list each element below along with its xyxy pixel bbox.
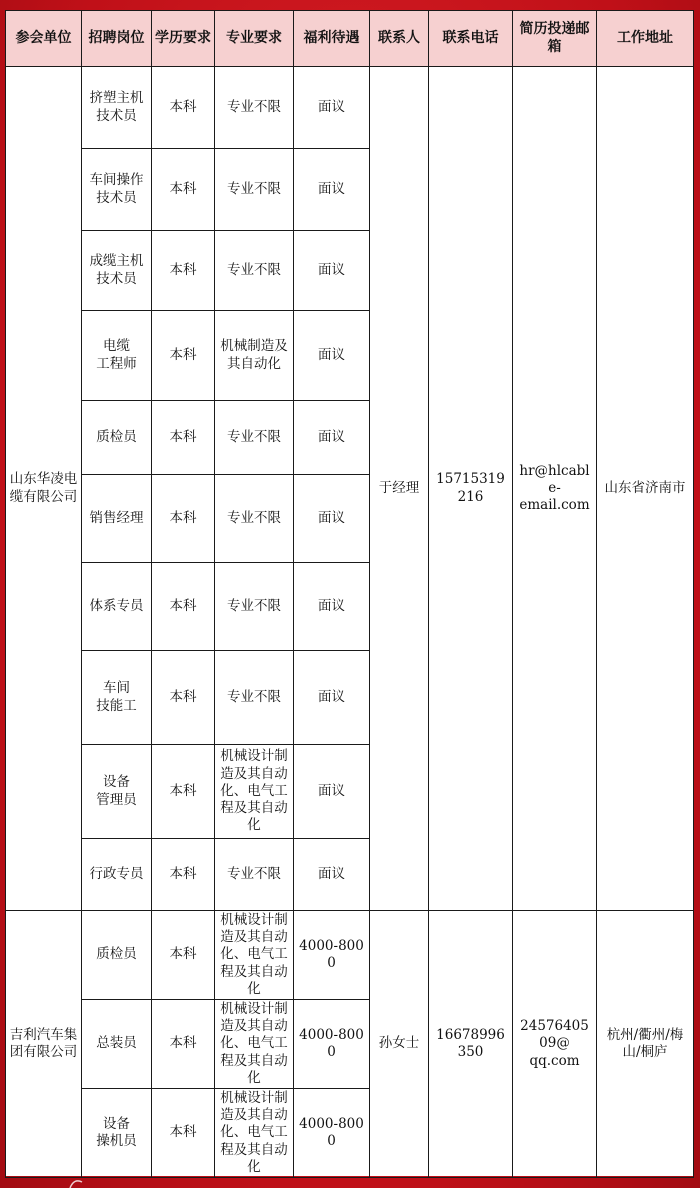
job-major: 机械设计制 造及其自动 化、电气工 程及其自动 化: [215, 1089, 294, 1178]
job-major: 机械制造及 其自动化: [215, 311, 294, 401]
contact-person: 孙女士: [370, 911, 429, 1178]
resume-email: 2457640509@ qq.com: [513, 911, 597, 1178]
job-position: 销售经理: [82, 475, 152, 563]
job-education: 本科: [152, 1000, 215, 1089]
table-header-row: [6, 11, 694, 67]
header-company: 参会单位: [6, 11, 82, 67]
job-welfare: 4000-8000: [294, 911, 370, 1000]
job-education: 本科: [152, 149, 215, 231]
job-major: 专业不限: [215, 231, 294, 311]
job-welfare: 面议: [294, 67, 370, 149]
job-welfare: 面议: [294, 651, 370, 745]
job-position: 体系专员: [82, 563, 152, 651]
job-welfare: 面议: [294, 475, 370, 563]
job-welfare: 4000-8000: [294, 1000, 370, 1089]
job-major: 机械设计制 造及其自动 化、电气工 程及其自动 化: [215, 1000, 294, 1089]
job-major: 专业不限: [215, 149, 294, 231]
job-major: 专业不限: [215, 839, 294, 911]
job-welfare: 面议: [294, 745, 370, 839]
job-major: 专业不限: [215, 401, 294, 475]
job-major: 专业不限: [215, 475, 294, 563]
job-position: 成缆主机 技术员: [82, 231, 152, 311]
job-major: 机械设计制 造及其自动 化、电气工 程及其自动 化: [215, 911, 294, 1000]
job-education: 本科: [152, 651, 215, 745]
job-education: 本科: [152, 401, 215, 475]
job-education: 本科: [152, 839, 215, 911]
job-position: 电缆 工程师: [82, 311, 152, 401]
header-education: 学历要求: [152, 11, 215, 67]
work-address: 山东省济南市: [597, 67, 694, 911]
job-major: 专业不限: [215, 67, 294, 149]
job-education: 本科: [152, 745, 215, 839]
header-welfare: 福利待遇: [294, 11, 370, 67]
job-education: 本科: [152, 475, 215, 563]
job-position: 质检员: [82, 911, 152, 1000]
header-position: 招聘岗位: [82, 11, 152, 67]
resume-email: hr@hlcable- email.com: [513, 67, 597, 911]
work-address: 杭州/衢州/梅 山/桐庐: [597, 911, 694, 1178]
decorative-swirl: [60, 1176, 100, 1188]
table-row: [6, 67, 694, 149]
job-position: 挤塑主机 技术员: [82, 67, 152, 149]
contact-phone: 15715319216: [429, 67, 513, 911]
job-major: 专业不限: [215, 563, 294, 651]
job-major: 机械设计制 造及其自动 化、电气工 程及其自动 化: [215, 745, 294, 839]
job-welfare: 面议: [294, 563, 370, 651]
job-welfare: 面议: [294, 311, 370, 401]
table-row: [6, 911, 694, 1000]
job-education: 本科: [152, 563, 215, 651]
job-position: 质检员: [82, 401, 152, 475]
header-phone: 联系电话: [429, 11, 513, 67]
job-welfare: 面议: [294, 839, 370, 911]
job-education: 本科: [152, 1089, 215, 1178]
header-email: 简历投递邮箱: [513, 11, 597, 67]
company-name: 吉利汽车集 团有限公司: [6, 911, 82, 1178]
job-position: 车间操作 技术员: [82, 149, 152, 231]
header-address: 工作地址: [597, 11, 694, 67]
job-education: 本科: [152, 311, 215, 401]
company-name: 山东华凌电 缆有限公司: [6, 67, 82, 911]
recruitment-table: [5, 10, 694, 1178]
header-major: 专业要求: [215, 11, 294, 67]
header-contact: 联系人: [370, 11, 429, 67]
job-position: 设备 管理员: [82, 745, 152, 839]
job-position: 设备 操机员: [82, 1089, 152, 1178]
contact-person: 于经理: [370, 67, 429, 911]
job-position: 行政专员: [82, 839, 152, 911]
contact-phone: 16678996350: [429, 911, 513, 1178]
job-welfare: 面议: [294, 401, 370, 475]
job-major: 专业不限: [215, 651, 294, 745]
job-education: 本科: [152, 67, 215, 149]
job-welfare: 4000-8000: [294, 1089, 370, 1178]
job-education: 本科: [152, 231, 215, 311]
job-welfare: 面议: [294, 149, 370, 231]
recruitment-table-sheet: [5, 10, 693, 1176]
job-position: 总装员: [82, 1000, 152, 1089]
job-welfare: 面议: [294, 231, 370, 311]
job-position: 车间 技能工: [82, 651, 152, 745]
job-education: 本科: [152, 911, 215, 1000]
